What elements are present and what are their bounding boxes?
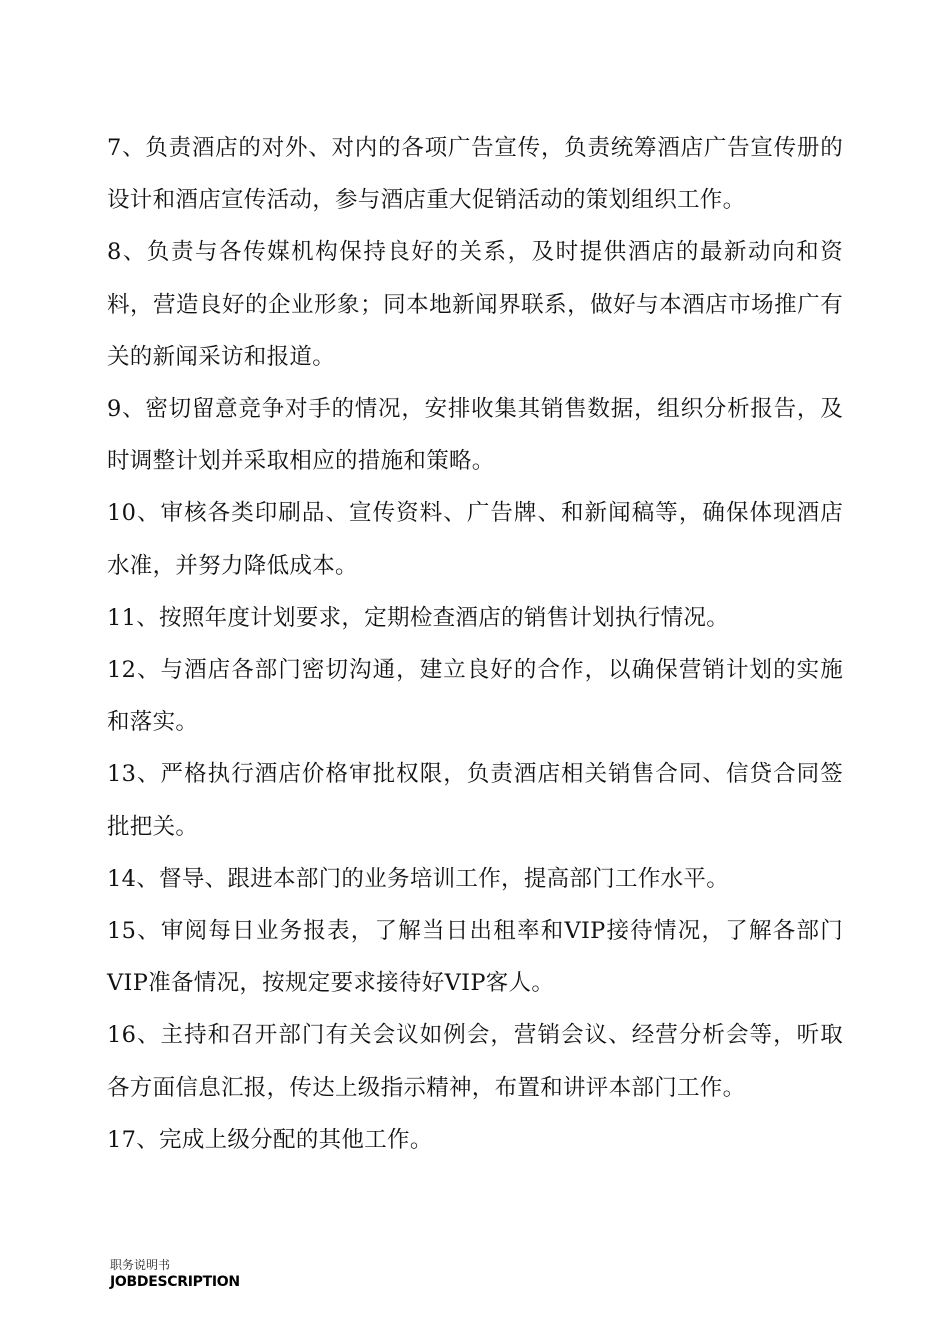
duty-item-15: 15、审阅每日业务报表，了解当日出租率和VIP接待情况，了解各部门VIP准备情况，按规定要求接待好VIP客人。: [107, 918, 843, 997]
footer-title-en: JOBDESCRIPTION: [110, 1274, 240, 1290]
page-footer: [110, 1257, 240, 1291]
footer-title-cn: 职务说明书: [110, 1258, 171, 1272]
duty-item-10: 10、审核各类印刷品、宣传资料、广告牌、和新闻稿等，确保体现酒店水准，并努力降低成本。: [107, 500, 843, 579]
duty-item-14: 14、督导、跟进本部门的业务培训工作，提高部门工作水平。: [107, 865, 730, 892]
duty-item-11: 11、按照年度计划要求，定期检查酒店的销售计划执行情况。: [107, 604, 730, 631]
duty-item-13: 13、严格执行酒店价格审批权限，负责酒店相关销售合同、信贷合同签批把关。: [107, 761, 843, 840]
duty-item-12: 12、与酒店各部门密切沟通，建立良好的合作，以确保营销计划的实施和落实。: [107, 657, 843, 736]
duty-item-7: 7、负责酒店的对外、对内的各项广告宣传，负责统筹酒店广告宣传册的设计和酒店宣传活动，参与酒店重大促销活动的策划组织工作。: [107, 135, 843, 214]
duty-item-16: 16、主持和召开部门有关会议如例会，营销会议、经营分析会等，听取各方面信息汇报，传达上级指示精神，布置和讲评本部门工作。: [107, 1022, 843, 1101]
duty-list: [107, 122, 843, 1166]
duty-item-8: 8、负责与各传媒机构保持良好的关系，及时提供酒店的最新动向和资料，营造良好的企业形象；同本地新闻界联系，做好与本酒店市场推广有关的新闻采访和报道。: [107, 239, 843, 370]
duty-item-9: 9、密切留意竞争对手的情况，安排收集其销售数据，组织分析报告，及时调整计划并采取相应的措施和策略。: [107, 396, 843, 475]
duty-item-17: 17、完成上级分配的其他工作。: [107, 1126, 433, 1153]
